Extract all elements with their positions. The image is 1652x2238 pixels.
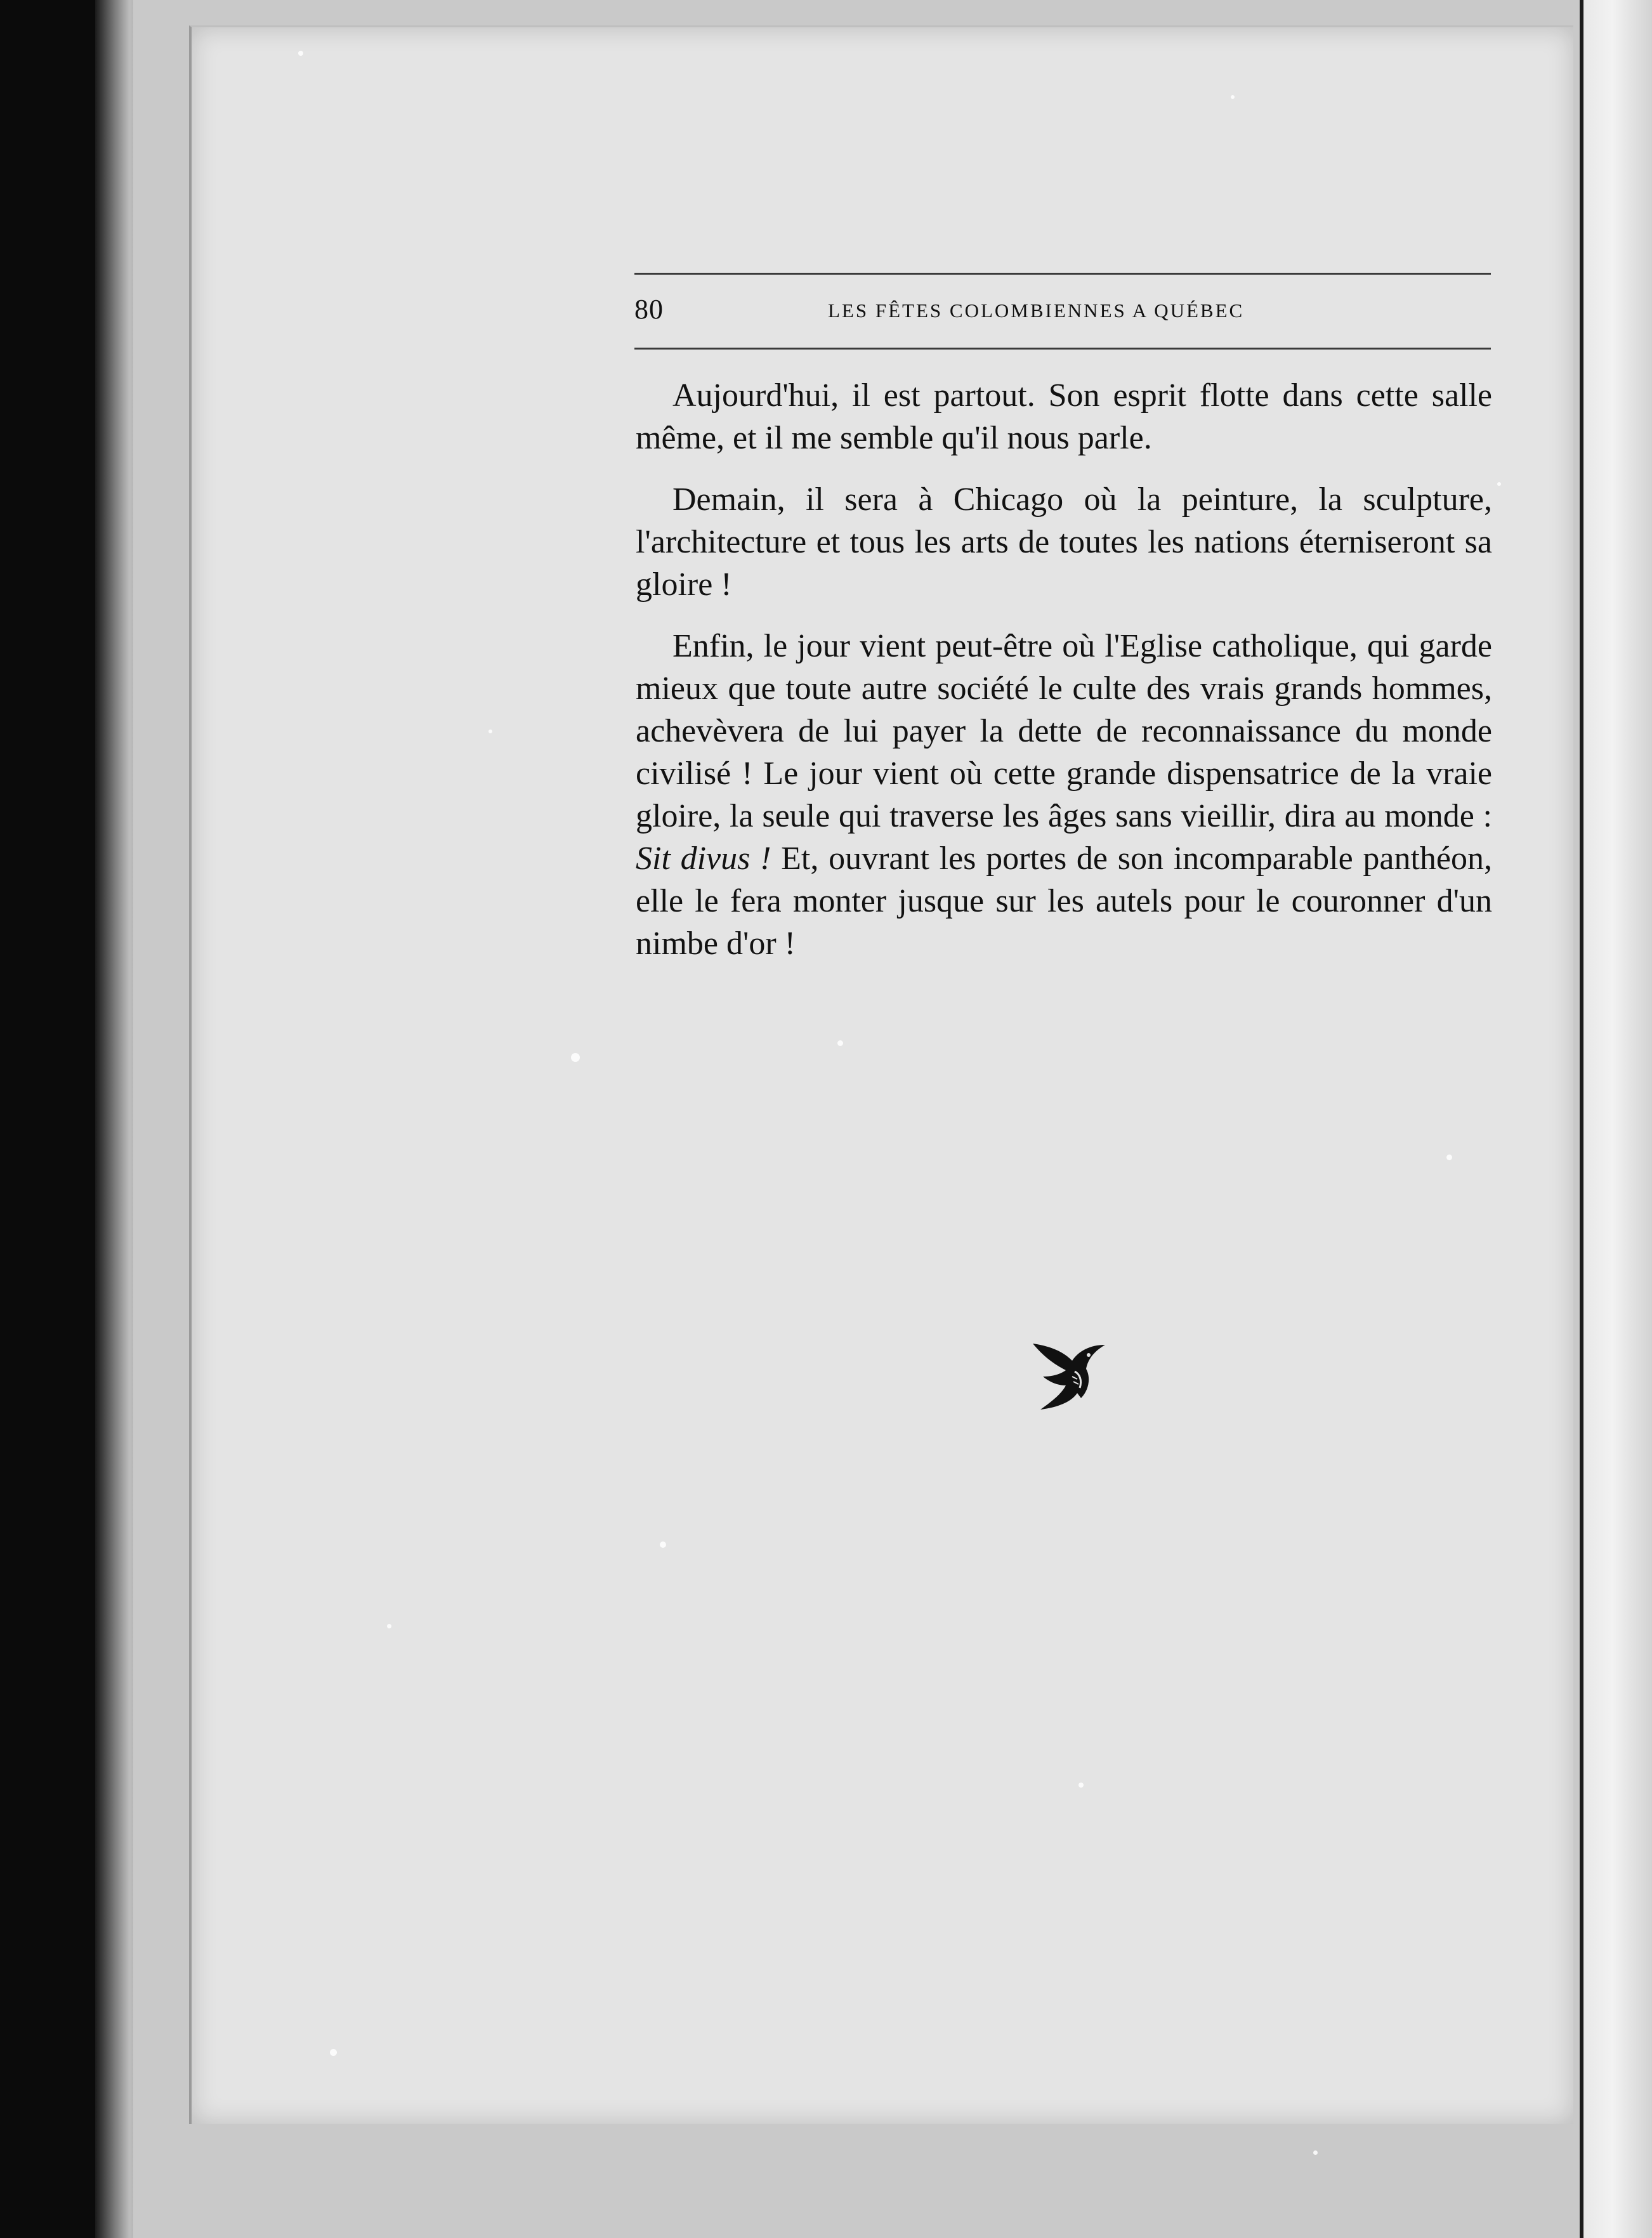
facing-page-edge (1580, 0, 1652, 2238)
header-top-rule (634, 273, 1491, 275)
paragraph-2: Demain, il sera à Chicago où la peinture, la sculpture, l'architecture et tous les arts de toutes les nations éterniseront sa gloire ! (636, 481, 1492, 603)
paragraph-3 (636, 625, 1492, 965)
swallow-bird-icon (1028, 1332, 1110, 1415)
page-header (634, 293, 1491, 331)
body-text (636, 374, 1492, 984)
paragraph-3-italic-phrase: Sit divus ! (636, 841, 771, 877)
paragraph-1: Aujourd'hui, il est partout. Son esprit flotte dans cette salle même, et il me semble qu'il nous parle. (636, 377, 1492, 456)
paragraph-3-text-before: Enfin, le jour vient peut-être où l'Eglise catholique, qui garde mieux que toute autre société le culte des vrais grands hommes, achevèvera de lui payer la dette de reconnaissance du monde civilisé ! Le jour vient où cette grande dispensatrice de la vraie gloire, la seule qui traverse les âges sans vieillir, dira au monde : (636, 628, 1492, 834)
paragraph-3-text-after: Et, ouvrant les portes de son incomparable panthéon, elle le fera monter jusque sur les autels pour le couronner d'un nimbe d'or ! (636, 841, 1492, 962)
book-page (189, 25, 1573, 2124)
header-bottom-rule (634, 348, 1491, 350)
running-title: LES FÊTES COLOMBIENNES A QUÉBEC (828, 299, 1245, 322)
page-number: 80 (634, 294, 664, 325)
